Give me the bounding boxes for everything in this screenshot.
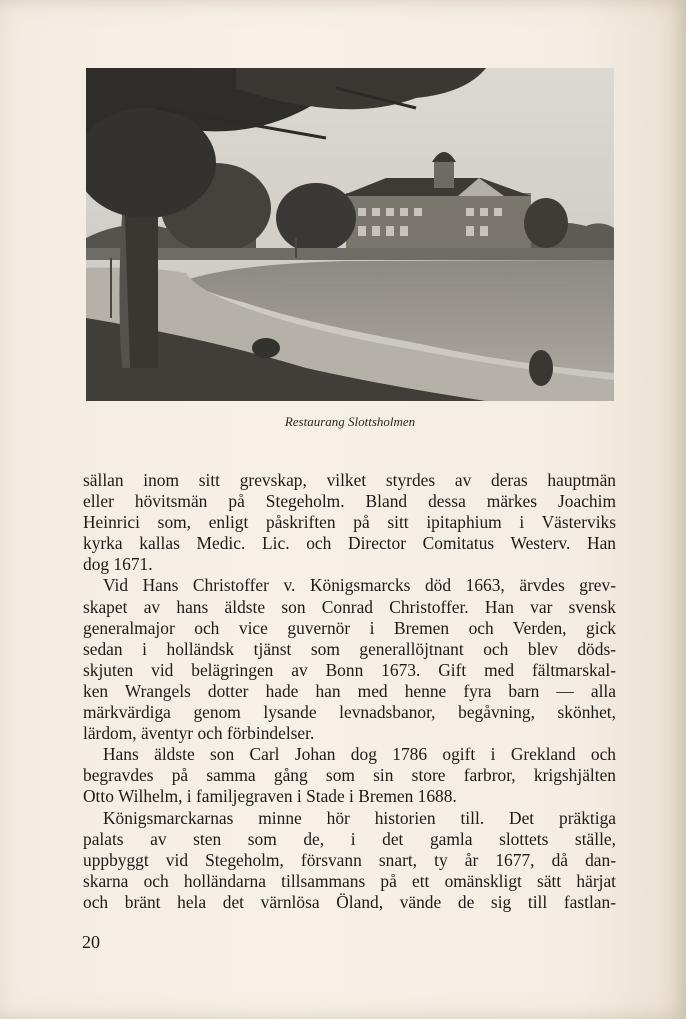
text-line: märkvärdiga genom lysande levnadsbanor, begåvning, skönhet, — [83, 702, 616, 723]
text-line: Hans äldste son Carl Johan dog 1786 ogift i Grekland och — [103, 744, 616, 765]
text-line: Vid Hans Christoffer v. Königsmarcks död 1663, ärvdes grev- — [103, 575, 616, 596]
text-line: uppbyggt vid Stegeholm, försvann snart, ty år 1677, då dan- — [83, 849, 616, 870]
text-line: skarna och holländarna tillsammans på ett omänskligt sätt härjat — [83, 870, 616, 891]
text-line: skjuten vid belägringen av Bonn 1673. Gift med fältmarskal- — [83, 659, 616, 680]
text-line: dog 1671. — [83, 554, 153, 575]
text-line: kyrka kallas Medic. Lic. och Director Comitatus Westerv. Han — [83, 533, 616, 554]
text-line: ken Wrangels dotter hade han med henne fyra barn — alla — [83, 680, 616, 701]
text-line: Otto Wilhelm, i familjegraven i Stade i Bremen 1688. — [83, 786, 457, 807]
photo-caption: Restaurang Slottsholmen — [284, 414, 416, 429]
text-line: begravdes på samma gång som sin store farbror, krigshjälten — [83, 765, 616, 786]
page-number: 20 — [82, 932, 100, 952]
text-line: Königsmarckarnas minne hör historien till. Det präktiga — [103, 807, 616, 828]
text-line: generalmajor och vice guvernör i Bremen och Verden, gick — [83, 617, 616, 638]
body-text — [83, 470, 616, 913]
text-line: skapet av hans äldste son Conrad Christoffer. Han var svensk — [83, 596, 616, 617]
text-line: och bränt hela det värnlösa Öland, vände de sig till fastlan- — [83, 891, 616, 912]
text-line: eller hövitsmän på Stegeholm. Bland dessa märkes Joachim — [83, 491, 616, 512]
text-line: sedan i holländsk tjänst som generallöjtnant och blev döds- — [83, 638, 616, 659]
text-line: Heinrici som, enligt påskriften på sitt ipitaphium i Västerviks — [83, 512, 616, 533]
restaurant-photo — [86, 68, 614, 401]
restaurant-photo-image — [86, 68, 614, 401]
text-line: sällan inom sitt grevskap, vilket styrdes av deras hauptmän — [83, 470, 616, 490]
text-line: lärdom, äventyr och förbindelser. — [83, 723, 315, 744]
text-line: palats av sten som de, i det gamla slottets ställe, — [83, 828, 616, 849]
